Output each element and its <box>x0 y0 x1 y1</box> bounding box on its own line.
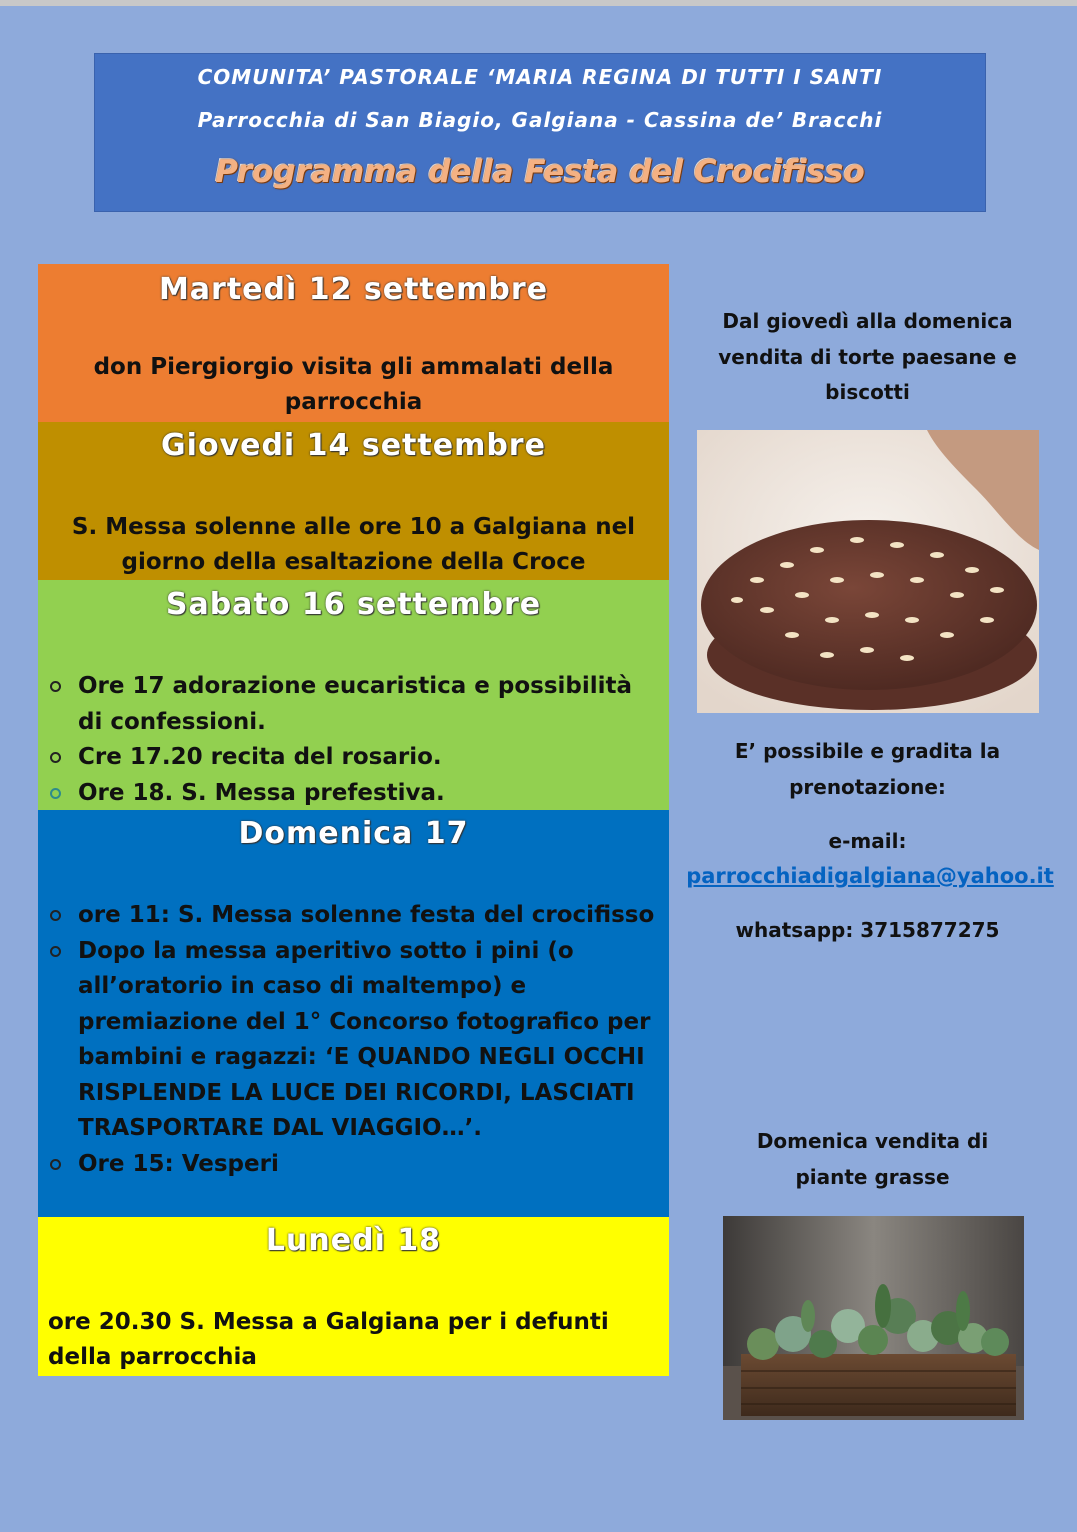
bullet-icon <box>50 788 61 799</box>
day-heading: Lunedì 18 <box>265 1223 442 1258</box>
day-heading: Sabato 16 settembre <box>165 587 542 622</box>
cake-photo <box>697 430 1039 713</box>
whatsapp-number: whatsapp: 3715877275 <box>735 918 1000 942</box>
plants-note: Domenica vendita di piante grasse <box>756 1129 989 1189</box>
day-block-monday <box>38 1217 669 1376</box>
list-item: Dopo la messa aperitivo sotto i pini (o all’oratorio in caso di maltempo) e premiazione del 1° Concorso fotografico per bambini e ragazzi: ‘E QUANDO NEGLI OCCHI RISPLENDE LA LUCE DEI RICORDI, LASCIATI TRASPORTARE DAL VIAGGIO…’. <box>48 934 659 1147</box>
day-block-sunday <box>38 810 669 1217</box>
day-text: S. Messa solenne alle ore 10 a Galgiana nel giorno della esaltazione della Croce <box>71 514 636 575</box>
list-item: Ore 17 adorazione eucaristica e possibilità di confessioni. <box>48 669 659 740</box>
day-block-tuesday <box>38 264 669 422</box>
email-container <box>670 859 1070 895</box>
list-item: ore 11: S. Messa solenne festa del crocifisso <box>48 898 659 934</box>
list-item: Cre 17.20 recita del rosario. <box>48 740 659 776</box>
cakes-note: Dal giovedì alla domenica vendita di torte paesane e biscotti <box>718 309 1017 404</box>
succulents-photo <box>723 1216 1024 1420</box>
day-text: ore 20.30 S. Messa a Galgiana per i defunti della parrocchia <box>48 1309 609 1370</box>
booking-note: E’ possibile e gradita la prenotazione: <box>734 739 1001 799</box>
list-item: Ore 18. S. Messa prefestiva. <box>48 776 659 812</box>
email-link[interactable]: parrocchiadigalgiana@yahoo.it <box>686 864 1054 888</box>
day-heading: Domenica 17 <box>238 816 469 851</box>
bullet-icon <box>50 946 61 957</box>
event-list <box>48 898 659 1182</box>
bullet-icon <box>50 1159 61 1170</box>
day-block-saturday <box>38 580 669 810</box>
bullet-icon <box>50 752 61 763</box>
day-text: don Piergiorgio visita gli ammalati della parrocchia <box>93 354 614 415</box>
email-label: e-mail: <box>828 829 907 853</box>
day-heading: Giovedi 14 settembre <box>161 428 546 463</box>
cake-image <box>697 430 1039 713</box>
event-list <box>48 669 659 811</box>
header-banner <box>94 53 986 212</box>
day-heading: Martedì 12 settembre <box>158 272 549 307</box>
bullet-icon <box>50 681 61 692</box>
page-title: Programma della Festa del Crocifisso <box>215 154 865 190</box>
community-name: COMUNITA’ PASTORALE ‘MARIA REGINA DI TUTTI I SANTI <box>197 65 883 89</box>
top-border <box>0 0 1077 6</box>
succulents-image <box>723 1216 1024 1420</box>
bullet-icon <box>50 910 61 921</box>
list-item: Ore 15: Vesperi <box>48 1147 659 1183</box>
parish-name: Parrocchia di San Biagio, Galgiana - Cassina de’ Bracchi <box>197 108 883 132</box>
day-block-thursday <box>38 422 669 580</box>
